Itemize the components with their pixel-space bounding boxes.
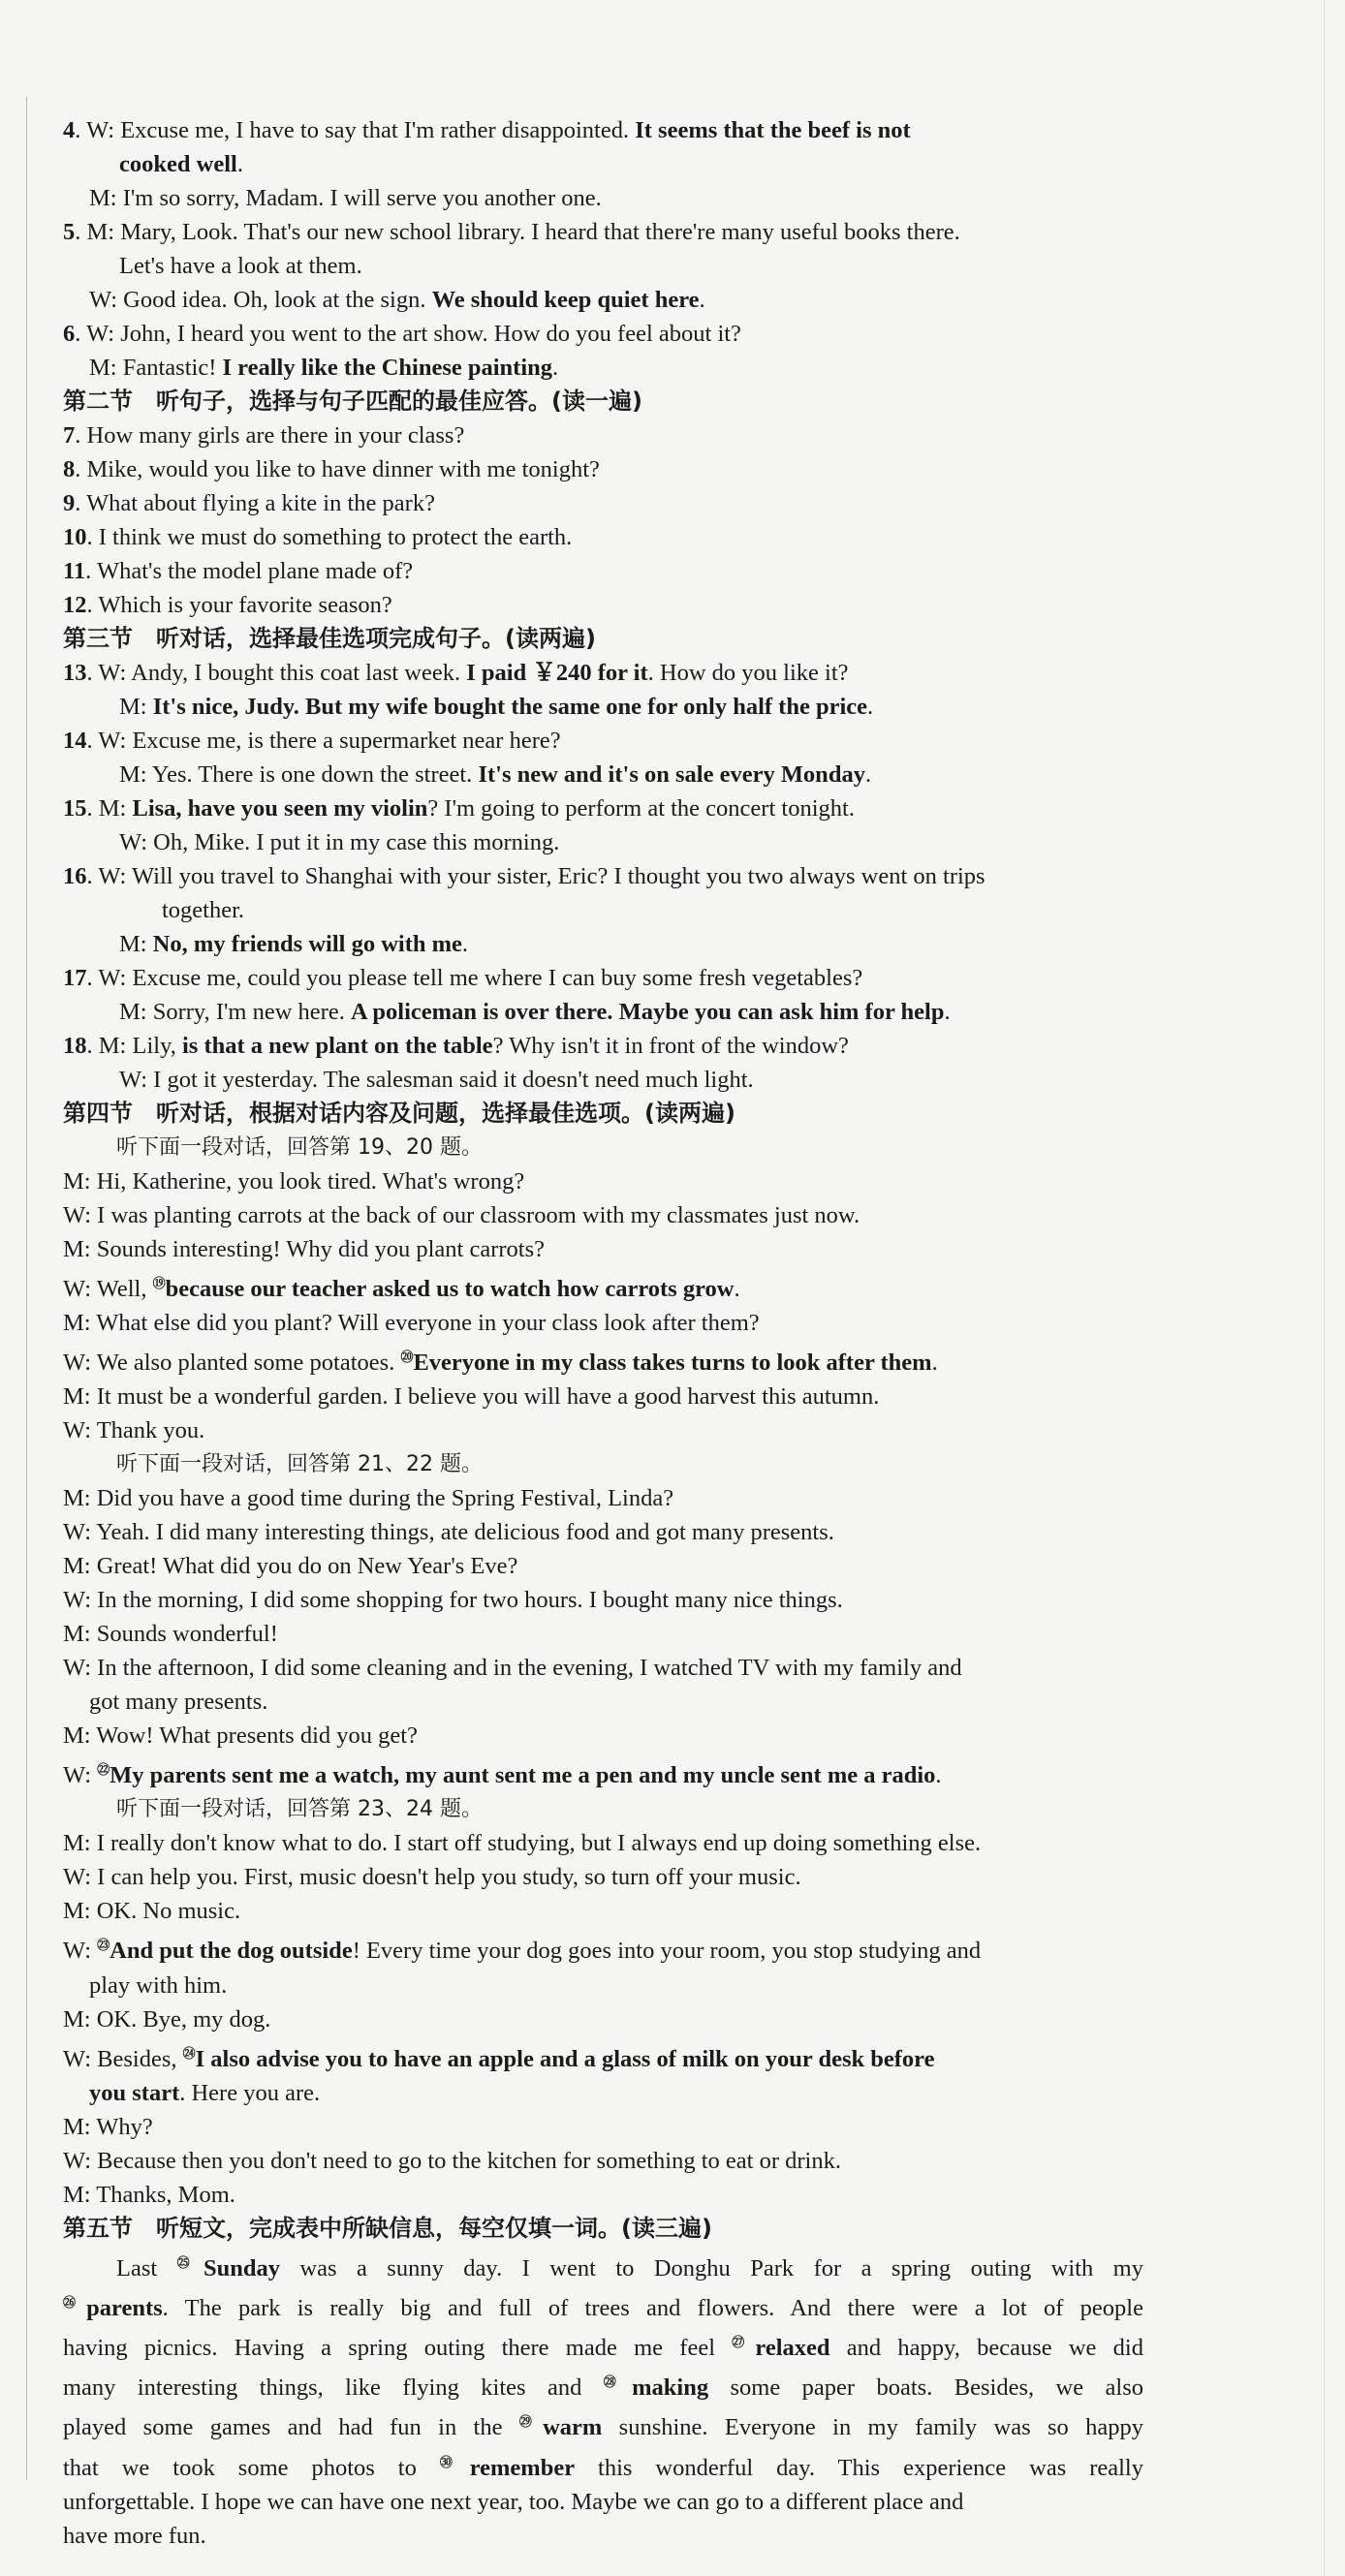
blank-marker: ㉗	[732, 2335, 756, 2350]
section-title	[63, 1097, 1143, 1131]
answer-key-text: cooked well	[119, 151, 237, 177]
dialog-line: W: Good idea. Oh, look at the sign. We should keep quiet here.	[89, 287, 705, 313]
dialog-line: W: In the morning, I did some shopping for two hours. I bought many nice things.	[63, 1587, 843, 1614]
passage-text: Last	[116, 2254, 177, 2281]
dialog-text: Excuse me, is there a supermarket near here?	[132, 728, 561, 754]
speaker-label: W	[119, 829, 141, 855]
speaker-label: W	[63, 1417, 85, 1444]
speaker-label: W	[98, 863, 120, 889]
dialog-text: .	[935, 1762, 942, 1789]
speaker-label: M	[63, 1898, 84, 1925]
speaker-label: W	[63, 2045, 85, 2072]
dialog-text: It must be a wonderful garden. I believe you will have a good harvest this autumn.	[96, 1383, 880, 1411]
passage-line	[63, 2405, 1143, 2444]
dialog-text: .	[931, 1350, 938, 1377]
dialog-text: . How do you like it?	[647, 660, 849, 686]
dialog-line: M: Why?	[63, 2113, 153, 2140]
dialog-text: got many presents.	[89, 1689, 268, 1716]
question-marker: ㉒	[97, 1762, 110, 1778]
dialog-text: .	[699, 287, 705, 313]
speaker-label: M	[63, 1383, 84, 1411]
passage-text: unforgettable. I hope we can have one next year, too. Maybe we can go to a different place and	[63, 2488, 964, 2515]
speaker-label: W	[63, 1762, 85, 1789]
passage-line	[63, 2325, 1143, 2365]
answer-key-text: I paid ￥240 for it	[466, 660, 648, 686]
passage-text: was a sunny day. I went to Donghu Park for a spring outing with my	[279, 2254, 1143, 2281]
dialog-text: I'm so sorry, Madam. I will serve you another one.	[122, 185, 602, 211]
speaker-label: M	[63, 1723, 84, 1750]
intro-text: 听下面一段对话，回答第 23、24 题。	[116, 1797, 483, 1822]
dialog-text: .	[236, 151, 243, 177]
speaker-label: M	[89, 355, 110, 381]
passage-line	[63, 2365, 1143, 2405]
answer-key-text: My parents sent me a watch, my aunt sent me a pen and my uncle sent me a radio	[109, 1762, 936, 1789]
speaker-label: W	[63, 1864, 85, 1891]
dialog-text: Sorry, I'm new here.	[152, 999, 351, 1025]
dialog-text: I can help you. First, music doesn't help you study, so turn off your music.	[97, 1864, 801, 1891]
speaker-label: M	[63, 2181, 84, 2208]
dialog-line: M: OK. No music.	[63, 1898, 241, 1925]
dialog-line: M: Wow! What presents did you get?	[63, 1723, 418, 1750]
dialog-line: M: Hi, Katherine, you look tired. What's wrong?	[63, 1168, 525, 1195]
dialog-line: M: Fantastic! I really like the Chinese painting.	[89, 355, 559, 381]
question-marker: ㉔	[182, 2045, 196, 2061]
passage-text: having picnics. Having a spring outing there made me feel	[63, 2335, 733, 2362]
dialog-text: Will you travel to Shanghai with your sister, Eric? I thought you two always went on trips	[132, 863, 985, 889]
question-item: 18. M: Lily, is that a new plant on the table? Why isn't it in front of the window?	[63, 1033, 849, 1059]
dialog-text: Fantastic!	[122, 355, 223, 381]
speaker-label: W	[119, 1067, 141, 1093]
question-text: Which is your favorite season?	[98, 592, 392, 618]
question-number: 9	[63, 490, 76, 516]
dialog-text: Wow! What presents did you get?	[96, 1723, 418, 1750]
dialog-line: M: I really don't know what to do. I start off studying, but I always end up doing something else.	[63, 1830, 982, 1857]
passage-line	[63, 2246, 1143, 2285]
speaker-label: M	[89, 185, 110, 211]
dialog-text: ? Why isn't it in front of the window?	[492, 1033, 849, 1059]
answer-key-text: I also advise you to have an apple and a glass of milk on your desk before	[195, 2045, 935, 2072]
answer-key-text: Everyone in my class takes turns to look after them	[413, 1350, 932, 1377]
dialog-continuation	[63, 2076, 1143, 2110]
question-item: 12. Which is your favorite season?	[63, 592, 392, 618]
speaker-label: M	[63, 1621, 84, 1648]
dialog-text: I really don't know what to do. I start off studying, but I always end up doing something else.	[96, 1830, 982, 1857]
passage-text: played some games and had fun in the	[63, 2414, 519, 2441]
speaker-label: M	[119, 761, 141, 788]
blank-marker: ㉚	[439, 2454, 470, 2469]
question-number: 5	[63, 219, 76, 245]
dialog-line: M: No, my friends will go with me.	[119, 931, 469, 957]
speaker-label: W	[86, 117, 109, 143]
dialog-text: play with him.	[89, 1971, 228, 1999]
dialog-text: Mary, Look. That's our new school library. I heard that there're many useful books there.	[120, 219, 960, 245]
dialog-text: Yes. There is one down the street.	[151, 761, 479, 788]
answer-key-text: It's nice, Judy. But my wife bought the same one for only half the price	[152, 694, 868, 720]
question-item: 4. W: Excuse me, I have to say that I'm rather disappointed. It seems that the beef is not	[63, 117, 911, 143]
dialog-text: Thank you.	[96, 1417, 205, 1444]
listening-script	[63, 113, 1143, 2553]
speaker-label: W	[63, 1519, 85, 1546]
speaker-label: M	[98, 795, 120, 822]
speaker-label: M	[63, 2005, 84, 2033]
dialog-continuation	[63, 1685, 1143, 1719]
passage-line	[63, 2519, 1143, 2553]
section-heading: 第五节 听短文，完成表中所缺信息，每空仅填一词。(读三遍)	[63, 2214, 712, 2242]
answer-key-text: is that a new plant on the table	[181, 1033, 493, 1059]
speaker-label: W	[98, 660, 120, 686]
question-item: 17. W: Excuse me, could you please tell me where I can buy some fresh vegetables?	[63, 965, 863, 991]
dialog-continuation	[63, 893, 1143, 927]
question-number: 6	[63, 321, 76, 347]
dialog-text: I was planting carrots at the back of our classroom with my classmates just now.	[97, 1202, 860, 1228]
dialog-text: Did you have a good time during the Spring Festival, Linda?	[96, 1485, 674, 1512]
question-number: 10	[63, 524, 87, 550]
question-text: What about flying a kite in the park?	[86, 490, 435, 516]
dialog-line: W: Besides, $^㉔$I also advise you to have an apple and a glass of milk on your desk before	[63, 2045, 935, 2072]
question-number: 12	[63, 592, 87, 618]
dialog-text: Why?	[96, 2113, 153, 2140]
intro-text: 听下面一段对话，回答第 19、20 题。	[116, 1135, 483, 1160]
blank-marker: ㉕	[176, 2254, 203, 2270]
question-marker: ⑲	[152, 1276, 166, 1290]
blank-marker: ㉖	[63, 2294, 87, 2310]
question-item: 9. What about flying a kite in the park?	[63, 490, 435, 516]
answer-key-word: parents	[86, 2295, 163, 2322]
answer-key-text: No, my friends will go with me	[152, 931, 462, 957]
answer-key-text: A policeman is over there. Maybe you can ask him for help	[350, 999, 945, 1025]
answer-key-text: you start	[89, 2079, 180, 2106]
conversation-intro	[63, 1447, 1143, 1481]
question-number: 15	[63, 795, 87, 822]
question-item: 14. W: Excuse me, is there a supermarket near here?	[63, 728, 561, 754]
passage-text: have more fun.	[63, 2522, 206, 2549]
dialog-line: M: Yes. There is one down the street. It's new and it's on sale every Monday.	[119, 761, 872, 788]
dialog-line: W: I can help you. First, music doesn't help you study, so turn off your music.	[63, 1864, 801, 1891]
passage-text: some paper boats. Besides, we also	[708, 2374, 1143, 2402]
passage-line	[63, 2485, 1143, 2519]
dialog-text: Well,	[96, 1276, 153, 1303]
speaker-label: W	[86, 321, 109, 347]
question-number: 17	[63, 965, 87, 991]
speaker-label: M	[119, 694, 141, 720]
dialog-line: M: Thanks, Mom.	[63, 2181, 235, 2208]
dialog-line: M: OK. Bye, my dog.	[63, 2005, 271, 2033]
speaker-label: M	[63, 1310, 84, 1337]
dialog-line: W: I got it yesterday. The salesman said it doesn't need much light.	[119, 1067, 754, 1093]
question-number: 13	[63, 660, 87, 686]
answer-key-word: warm	[543, 2414, 603, 2441]
speaker-label: W	[63, 1202, 85, 1228]
dialog-text: In the morning, I did some shopping for two hours. I bought many nice things.	[97, 1587, 843, 1614]
dialog-text: Great! What did you do on New Year's Eve?	[96, 1553, 518, 1580]
dialog-text: Excuse me, I have to say that I'm rather disappointed.	[120, 117, 636, 143]
dialog-text: Hi, Katherine, you look tired. What's wrong?	[96, 1168, 525, 1195]
section-heading: 第三节 听对话，选择最佳选项完成句子。(读两遍)	[63, 625, 596, 652]
dialog-continuation	[63, 147, 1143, 181]
dialog-text: .	[552, 355, 559, 381]
question-item: 8. Mike, would you like to have dinner with me tonight?	[63, 456, 600, 482]
question-text: What's the model plane made of?	[96, 558, 414, 584]
passage-text: and happy, because we did	[829, 2335, 1143, 2362]
margin-rule	[26, 97, 27, 2480]
speaker-label: M	[119, 999, 141, 1025]
answer-key-word: relaxed	[755, 2335, 830, 2362]
dialog-line: M: Did you have a good time during the Spring Festival, Linda?	[63, 1485, 674, 1512]
dialog-text: .	[734, 1276, 740, 1303]
answer-key-text: I really like the Chinese painting	[222, 355, 553, 381]
dialog-text: In the afternoon, I did some cleaning and in the evening, I watched TV with my family and	[97, 1655, 962, 1682]
answer-key-text: Lisa, have you seen my violin	[132, 795, 428, 822]
passage-text: . The park is really big and full of trees and flowers. And there were a lot of people	[162, 2295, 1143, 2322]
dialog-text: Yeah. I did many interesting things, ate delicious food and got many presents.	[96, 1519, 834, 1546]
answer-key-word: Sunday	[203, 2254, 280, 2281]
question-text: How many girls are there in your class?	[86, 422, 465, 449]
dialog-text: What else did you plant? Will everyone in your class look after them?	[96, 1310, 760, 1337]
speaker-label: W	[63, 1938, 85, 1965]
dialog-text: .	[944, 999, 951, 1025]
dialog-line: M: Great! What did you do on New Year's Eve?	[63, 1553, 518, 1580]
dialog-text: Excuse me, could you please tell me where I can buy some fresh vegetables?	[132, 965, 863, 991]
speaker-label: M	[63, 1168, 84, 1195]
dialog-line: M: It's nice, Judy. But my wife bought the same one for only half the price.	[119, 694, 874, 720]
passage-line	[63, 2285, 1143, 2325]
dialog-text: Sounds wonderful!	[96, 1621, 278, 1648]
dialog-text: We also planted some potatoes.	[96, 1350, 401, 1377]
question-number: 16	[63, 863, 87, 889]
dialog-text: OK. Bye, my dog.	[96, 2005, 271, 2033]
answer-key-word: remember	[469, 2454, 576, 2481]
question-marker: ⑳	[400, 1350, 414, 1365]
intro-text: 听下面一段对话，回答第 21、22 题。	[116, 1452, 483, 1477]
speaker-label: W	[63, 1276, 85, 1303]
dialog-line: M: It must be a wonderful garden. I believe you will have a good harvest this autumn.	[63, 1383, 880, 1411]
dialog-line: W: Because then you don't need to go to the kitchen for something to eat or drink.	[63, 2147, 841, 2174]
answer-key-text: It seems that the beef is not	[635, 117, 911, 143]
question-item: 15. M: Lisa, have you seen my violin? I'm going to perform at the concert tonight.	[63, 795, 855, 822]
dialog-text: Sounds interesting! Why did you plant carrots?	[96, 1236, 545, 1262]
speaker-label: M	[63, 1236, 84, 1262]
answer-key-word: making	[632, 2374, 709, 2402]
speaker-label: W	[63, 1587, 85, 1614]
section-title	[63, 2212, 1143, 2246]
speaker-label: M	[63, 1830, 84, 1857]
question-text: Mike, would you like to have dinner with me tonight?	[86, 456, 600, 482]
dialog-continuation	[63, 249, 1143, 283]
dialog-text: Let's have a look at them.	[119, 253, 362, 279]
dialog-text: together.	[162, 897, 245, 923]
dialog-text: John, I heard you went to the art show. How do you feel about it?	[120, 321, 741, 347]
question-item: 5. M: Mary, Look. That's our new school library. I heard that there're many useful books there.	[63, 219, 960, 245]
speaker-label: W	[98, 728, 120, 754]
passage-text: that we took some photos to	[63, 2454, 440, 2481]
dialog-line: W: Oh, Mike. I put it in my case this morning.	[119, 829, 560, 855]
dialog-line: M: I'm so sorry, Madam. I will serve you another one.	[89, 185, 602, 211]
question-number: 14	[63, 728, 87, 754]
dialog-text: Andy, I bought this coat last week.	[131, 660, 467, 686]
dialog-text: .	[864, 761, 872, 788]
conversation-intro	[63, 1131, 1143, 1164]
passage-text: many interesting things, like flying kites and	[63, 2374, 604, 2402]
speaker-label: W	[63, 1350, 85, 1377]
question-number: 4	[63, 117, 76, 143]
question-item: 13. W: Andy, I bought this coat last week. I paid ￥240 for it. How do you like it?	[63, 660, 849, 686]
speaker-label: W	[89, 287, 111, 313]
answer-key-text: We should keep quiet here	[431, 287, 700, 313]
dialog-text: .	[461, 931, 469, 957]
dialog-line: M: Sorry, I'm new here. A policeman is over there. Maybe you can ask him for help.	[119, 999, 951, 1025]
dialog-line: M: Sounds interesting! Why did you plant carrots?	[63, 1236, 545, 1262]
dialog-line: W: Thank you.	[63, 1417, 205, 1444]
question-item: 10. I think we must do something to protect the earth.	[63, 524, 573, 550]
dialog-text: I got it yesterday. The salesman said it doesn't need much light.	[153, 1067, 754, 1093]
question-number: 11	[63, 558, 86, 584]
speaker-label: M	[63, 1485, 84, 1512]
dialog-line: M: Sounds wonderful!	[63, 1621, 278, 1648]
question-number: 18	[63, 1033, 87, 1059]
speaker-label: M	[63, 1553, 84, 1580]
section-heading: 第二节 听句子，选择与句子匹配的最佳应答。(读一遍)	[63, 388, 642, 415]
question-text: I think we must do something to protect the earth.	[98, 524, 573, 550]
dialog-line: W: In the afternoon, I did some cleaning and in the evening, I watched TV with my family and	[63, 1655, 962, 1682]
question-item: 7. How many girls are there in your class?	[63, 422, 465, 449]
question-item: 11. What's the model plane made of?	[63, 558, 414, 584]
speaker-label: M	[86, 219, 109, 245]
speaker-label: W	[98, 965, 120, 991]
dialog-line: W: Yeah. I did many interesting things, ate delicious food and got many presents.	[63, 1519, 834, 1546]
passage-text: this wonderful day. This experience was really	[575, 2454, 1143, 2481]
page-edge	[1324, 0, 1325, 2576]
answer-key-text: And put the dog outside	[109, 1938, 353, 1965]
speaker-label: W	[63, 1655, 85, 1682]
section-heading: 第四节 听对话，根据对话内容及问题，选择最佳选项。(读两遍)	[63, 1100, 735, 1127]
passage-line	[63, 2445, 1143, 2485]
speaker-label: M	[119, 931, 141, 957]
question-number: 7	[63, 422, 76, 449]
dialog-text: Oh, Mike. I put it in my case this morning.	[153, 829, 560, 855]
speaker-label: W	[63, 2147, 85, 2174]
dialog-line: W: $^㉓$And put the dog outside! Every time your dog goes into your room, you stop studying and	[63, 1938, 982, 1965]
dialog-continuation	[63, 1969, 1143, 2002]
dialog-line: W: Well, ⑲because our teacher asked us to watch how carrots grow.	[63, 1276, 740, 1303]
section-title	[63, 385, 1143, 419]
blank-marker: ㉘	[603, 2374, 633, 2390]
question-number: 8	[63, 456, 76, 482]
answer-key-text: because our teacher asked us to watch how carrots grow	[165, 1276, 735, 1303]
dialog-line: W: $^㉒$My parents sent me a watch, my aunt sent me a pen and my uncle sent me a radio.	[63, 1762, 942, 1789]
dialog-text: .	[867, 694, 874, 720]
passage-text: sunshine. Everyone in my family was so happy	[602, 2414, 1143, 2441]
dialog-line: W: I was planting carrots at the back of our classroom with my classmates just now.	[63, 1202, 860, 1228]
dialog-text: OK. No music.	[96, 1898, 241, 1925]
dialog-text: Because then you don't need to go to the kitchen for something to eat or drink.	[97, 2147, 841, 2174]
dialog-text: . Here you are.	[179, 2079, 321, 2106]
dialog-text: Thanks, Mom.	[96, 2181, 235, 2208]
answer-key-text: It's new and it's on sale every Monday	[478, 761, 865, 788]
dialog-line: M: What else did you plant? Will everyone in your class look after them?	[63, 1310, 760, 1337]
question-item: 6. W: John, I heard you went to the art show. How do you feel about it?	[63, 321, 741, 347]
speaker-label: M	[98, 1033, 120, 1059]
dialog-text: Besides,	[97, 2045, 183, 2072]
dialog-text: Lily,	[132, 1033, 182, 1059]
blank-marker: ㉙	[518, 2414, 544, 2430]
conversation-intro	[63, 1792, 1143, 1826]
question-item: 16. W: Will you travel to Shanghai with your sister, Eric? I thought you two always went on trips	[63, 863, 985, 889]
dialog-text: ! Every time your dog goes into your room, you stop studying and	[352, 1938, 982, 1965]
question-marker: ㉓	[97, 1938, 110, 1953]
speaker-label: M	[63, 2113, 84, 2140]
dialog-line: W: We also planted some potatoes. ⑳Everyone in my class takes turns to look after them.	[63, 1350, 938, 1377]
dialog-text: ? I'm going to perform at the concert tonight.	[427, 795, 855, 822]
section-title	[63, 622, 1143, 656]
dialog-text: Good idea. Oh, look at the sign.	[123, 287, 432, 313]
